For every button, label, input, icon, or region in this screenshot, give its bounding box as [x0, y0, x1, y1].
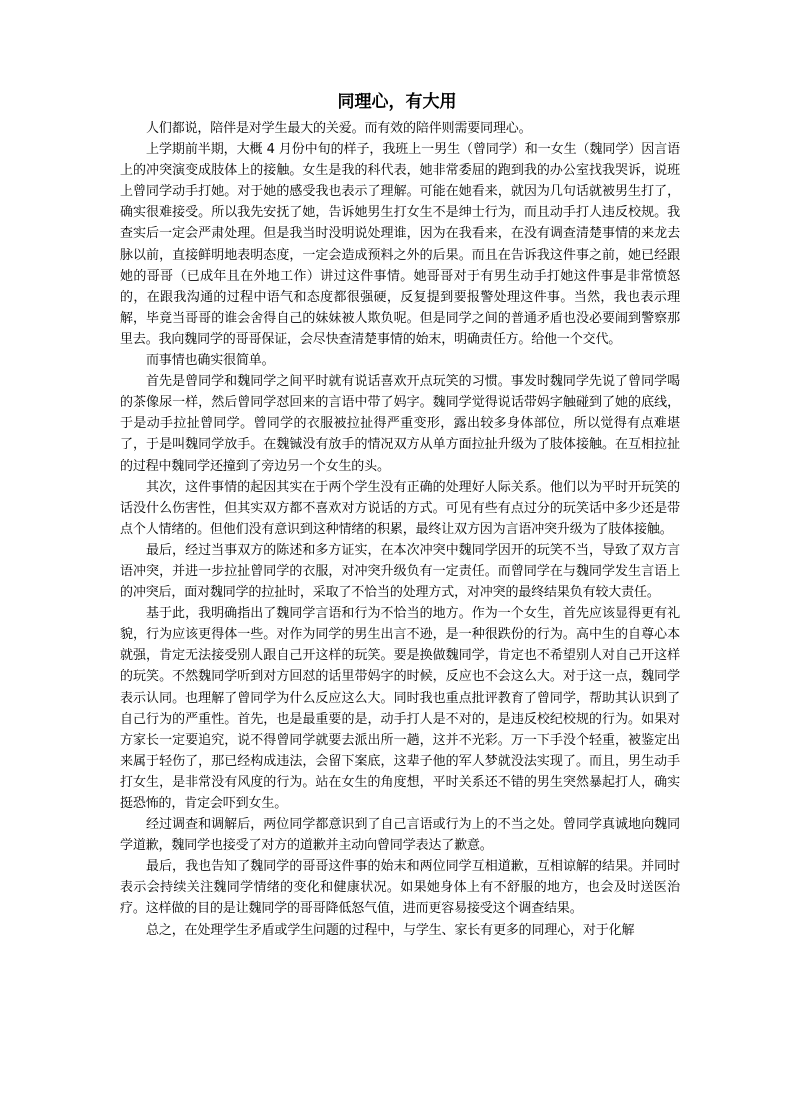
paragraph: 上学期前半期，大概 4 月份中旬的样子，我班上一男生（曾同学）和一女生（魏同学）因言语上的冲突演变成肢体上的接触。女生是我的科代表，她非常委屈的跑到我的办公室找我哭诉，说班上曾同学动手打她。对于她的感受我也表示了理解。可能在她看来，就因为几句话就被男生打了，确实很难接受。所以我先安抚了她，告诉她男生打女生不是绅士行为，而且动手打人违反校规。我查实后一定会严肃处理。但是我当时没明说处理谁，因为在我看来，在没有调查清楚事情的来龙去脉以前，直接鲜明地表明态度，一定会造成预料之外的后果。而且在告诉我这件事之前，她已经跟她的哥哥（已成年且在外地工作）讲过这件事情。她哥哥对于有男生动手打她这件事是非常愤怒的，在跟我沟通的过程中语气和态度都很强硬，反复提到要报警处理这件事。当然，我也表示理解，毕竟当哥哥的谁会舍得自己的妹妹被人欺负呢。但是同学之间的普通矛盾也没必要闹到警察那里去。我向魏同学的哥哥保证，会尽快查清楚事情的始末，明确责任方。给他一个交代。: [120, 142, 680, 347]
paragraph: 人们都说，陪伴是对学生最大的关爱。而有效的陪伴则需要同理心。: [146, 121, 532, 136]
paragraph: 而事情也确实很简单。: [146, 353, 275, 369]
paragraph: 基于此，我明确指出了魏同学言语和行为不恰当的地方。作为一个女生，首先应该显得更有礼貌，行为应该更得体一些。对作为同学的男生出言不逊，是一种很跌份的行为。高中生的自尊心本就强，肯定无法接受别人跟自己开这样的玩笑。要是换做魏同学，肯定也不希望别人对自己开这样的玩笑。不然魏同学听到对方回怼的话里带妈字的时候，反应也不会这么大。对于这一点，魏同学表示认同。也理解了曾同学为什么反应这么大。同时我也重点批评教育了曾同学，帮助其认识到了自己行为的严重性。首先，也是最重要的是，动手打人是不对的，是违反校纪校规的行为。如果对方家长一定要追究，说不得曾同学就要去派出所一趟，这并不光彩。万一下手没个轻重，被鉴定出来属于轻伤了，那已经构成违法，会留下案底，这辈子他的军人梦就没法实现了。而且，男生动手打女生，是非常没有风度的行为。站在女生的角度想，平时关系还不错的男生突然暴起打人，确实挺恐怖的，肯定会吓到女生。: [120, 606, 680, 811]
paragraph: 最后，经过当事双方的陈述和多方证实，在本次冲突中魏同学因开的玩笑不当，导致了双方言语冲突，并进一步拉扯曾同学的衣服，对冲突升级负有一定责任。而曾同学在与魏同学发生言语上的冲突后，面对魏同学的拉扯时，采取了不恰当的处理方式，对冲突的最终结果负有较大责任。: [120, 542, 680, 601]
document-body: [120, 118, 680, 941]
paragraph: 经过调查和调解后，两位同学都意识到了自己言语或行为上的不当之处。曾同学真诚地向魏同学道歉，魏同学也接受了对方的道歉并主动向曾同学表达了歉意。: [120, 817, 680, 854]
paragraph: 首先是曾同学和魏同学之间平时就有说话喜欢开点玩笑的习惯。事发时魏同学先说了曾同学喝的茶像尿一样，然后曾同学怼回来的言语中带了妈字。魏同学觉得说话带妈字触碰到了她的底线，于是动手拉扯曾同学。曾同学的衣服被拉扯得严重变形，露出较多身体部位，所以觉得有点难堪了，于是叫魏同学放手。在魏铖没有放手的情况双方从单方面拉扯升级为了肢体接触。在互相拉扯的过程中魏同学还撞到了旁边另一个女生的头。: [120, 374, 680, 474]
paragraph: 其次，这件事情的起因其实在于两个学生没有正确的处理好人际关系。他们以为平时开玩笑的话没什么伤害性，但其实双方都不喜欢对方说话的方式。可见有些有点过分的玩笑话中多少还是带点个人情绪的。但他们没有意识到这种情绪的积累，最终让双方因为言语冲突升级为了肢体接触。: [120, 479, 680, 537]
document-title: 同理心，有大用: [337, 92, 457, 112]
paragraph: 最后，我也告知了魏同学的哥哥这件事的始末和两位同学互相道歉，互相谅解的结果。并同时表示会持续关注魏同学情绪的变化和健康状况。如果她身体上有不舒服的地方，也会及时送医治疗。这样做的目的是让魏同学的哥哥降低怒气值，进而更容易接受这个调查结果。: [120, 859, 680, 917]
paragraph: 总之，在处理学生矛盾或学生问题的过程中，与学生、家长有更多的同理心，对于化解: [146, 922, 635, 938]
